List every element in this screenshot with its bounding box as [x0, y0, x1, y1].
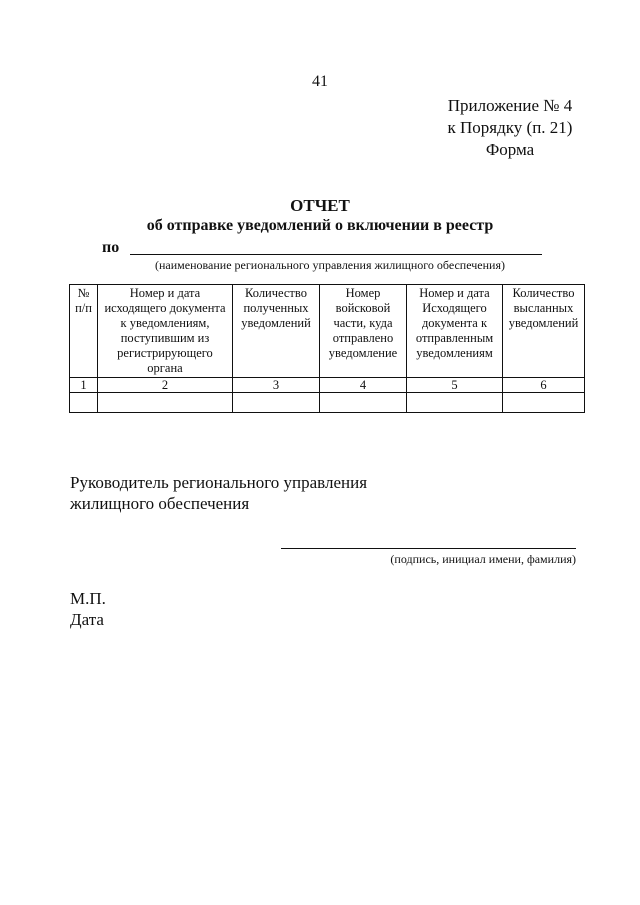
header-cell-military-unit: Номер войсковой части, куда отправлено уведомление: [320, 285, 407, 378]
table-column-number-row: [70, 378, 585, 393]
document-title: ОТЧЕТ: [290, 196, 350, 215]
column-number-cell: 5: [407, 378, 503, 393]
column-number-cell: 1: [70, 378, 98, 393]
table-cell: [320, 393, 407, 413]
appendix-line-1: Приложение № 4: [447, 96, 573, 115]
date-label: Дата: [70, 610, 104, 629]
table-cell: [503, 393, 585, 413]
recipient-row: [102, 239, 542, 259]
table-cell: [407, 393, 503, 413]
appendix-line-2: к Порядку (п. 21): [447, 118, 573, 137]
column-number-cell: 2: [98, 378, 233, 393]
column-number-cell: 4: [320, 378, 407, 393]
stamp-date-block: [70, 588, 106, 630]
header-cell-sent-count: Количество высланных уведомлений: [503, 285, 585, 378]
page-number: 41: [312, 73, 328, 90]
header-cell-incoming-doc: Номер и дата исходящего документа к уведомлениям, поступившим из регистрирующего органа: [98, 285, 233, 378]
stamp-label: М.П.: [70, 589, 106, 608]
signer-block: [70, 472, 367, 514]
recipient-caption: (наименование регионального управления жилищного обеспечения): [155, 258, 505, 272]
recipient-label: по: [102, 239, 120, 256]
table-cell: [233, 393, 320, 413]
header-cell-received-count: Количество полученных уведомлений: [233, 285, 320, 378]
column-number-cell: 3: [233, 378, 320, 393]
recipient-fill-line: [130, 254, 542, 255]
signer-title-line-2: жилищного обеспечения: [70, 494, 250, 513]
table-header-row: [70, 285, 585, 378]
table-cell: [98, 393, 233, 413]
column-number-cell: 6: [503, 378, 585, 393]
report-table: [69, 284, 585, 413]
header-cell-number: № п/п: [70, 285, 98, 378]
signer-title-line-1: Руководитель регионального управления: [70, 473, 368, 492]
appendix-block: [410, 95, 610, 161]
signature-line: [281, 548, 576, 549]
document-subtitle: об отправке уведомлений о включении в реестр: [146, 217, 494, 234]
header-cell-outgoing-doc: Номер и дата Исходящего документа к отправленным уведомлениям: [407, 285, 503, 378]
appendix-line-3: Форма: [485, 140, 535, 159]
signature-caption: (подпись, инициал имени, фамилия): [390, 552, 576, 566]
table-cell: [70, 393, 98, 413]
table-row: [70, 393, 585, 413]
